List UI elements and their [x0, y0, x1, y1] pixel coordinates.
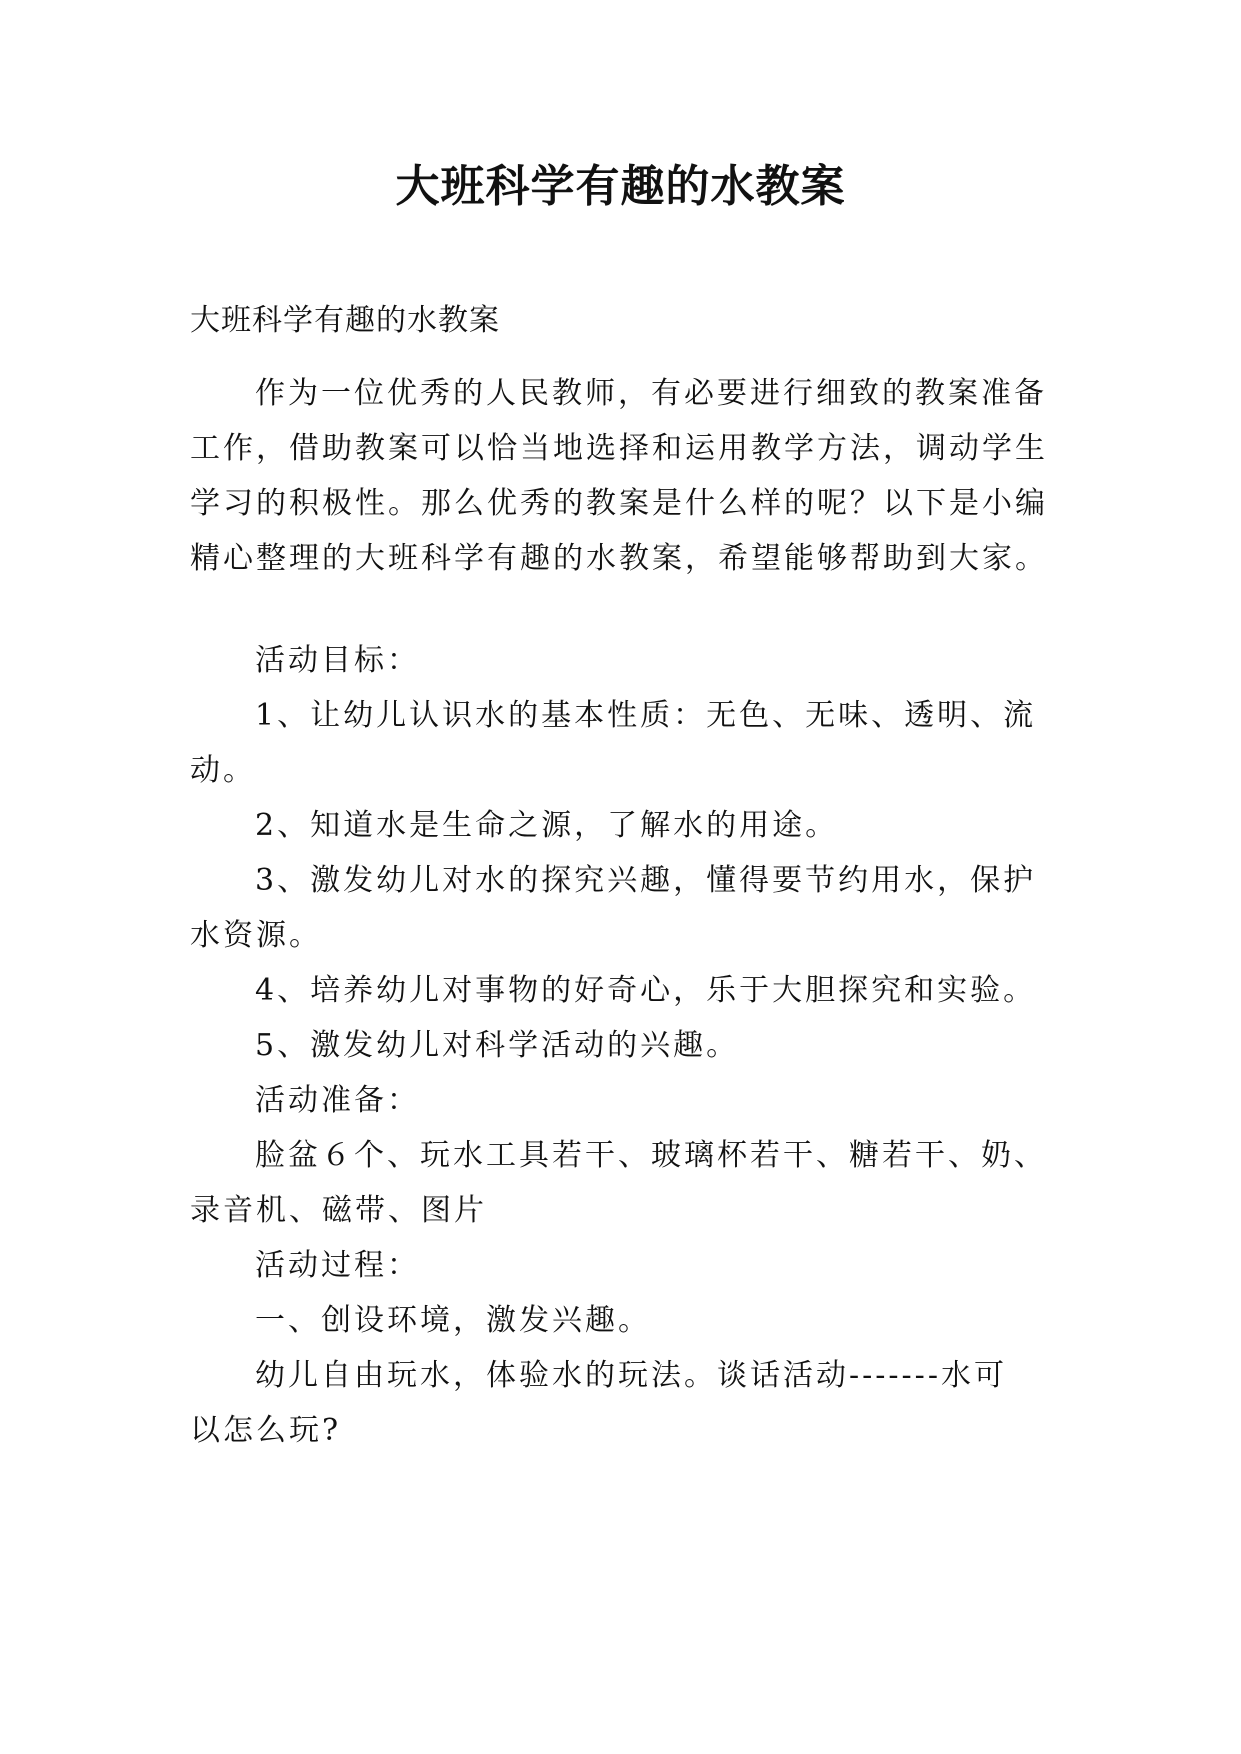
goal-1-line-1: 1、让幼儿认识水的基本性质：无色、无味、透明、流	[255, 698, 1037, 733]
process-heading: 活动过程：	[255, 1248, 420, 1283]
prep-line-2: 录音机、磁带、图片	[190, 1193, 487, 1228]
goal-1-line-2: 动。	[190, 753, 256, 788]
intro-line-3: 学习的积极性。那么优秀的教案是什么样的呢？以下是小编	[190, 486, 1048, 521]
document-subtitle: 大班科学有趣的水教案	[190, 303, 500, 338]
document-title: 大班科学有趣的水教案	[395, 161, 846, 212]
goal-4: 4、培养幼儿对事物的好奇心，乐于大胆探究和实验。	[255, 973, 1037, 1008]
goal-3-line-2: 水资源。	[190, 918, 322, 953]
prep-line-1: 脸盆６个、玩水工具若干、玻璃杯若干、糖若干、奶、	[255, 1138, 1047, 1173]
step-1-detail-line-2: 以怎么玩?	[190, 1413, 342, 1448]
step-1-detail-line-1: 幼儿自由玩水，体验水的玩法。谈话活动-------水可	[255, 1358, 1007, 1393]
goal-2: 2、知道水是生命之源，了解水的用途。	[255, 808, 839, 843]
intro-line-4: 精心整理的大班科学有趣的水教案，希望能够帮助到大家。	[190, 541, 1048, 576]
intro-line-2: 工作，借助教案可以恰当地选择和运用教学方法，调动学生	[190, 431, 1048, 466]
goal-5: 5、激发幼儿对科学活动的兴趣。	[255, 1028, 740, 1063]
step-1-heading: 一、创设环境，激发兴趣。	[255, 1303, 651, 1338]
goal-3-line-1: 3、激发幼儿对水的探究兴趣，懂得要节约用水，保护	[255, 863, 1037, 898]
goals-heading: 活动目标：	[255, 643, 420, 678]
intro-line-1: 作为一位优秀的人民教师，有必要进行细致的教案准备	[255, 376, 1047, 411]
prep-heading: 活动准备：	[255, 1083, 420, 1118]
